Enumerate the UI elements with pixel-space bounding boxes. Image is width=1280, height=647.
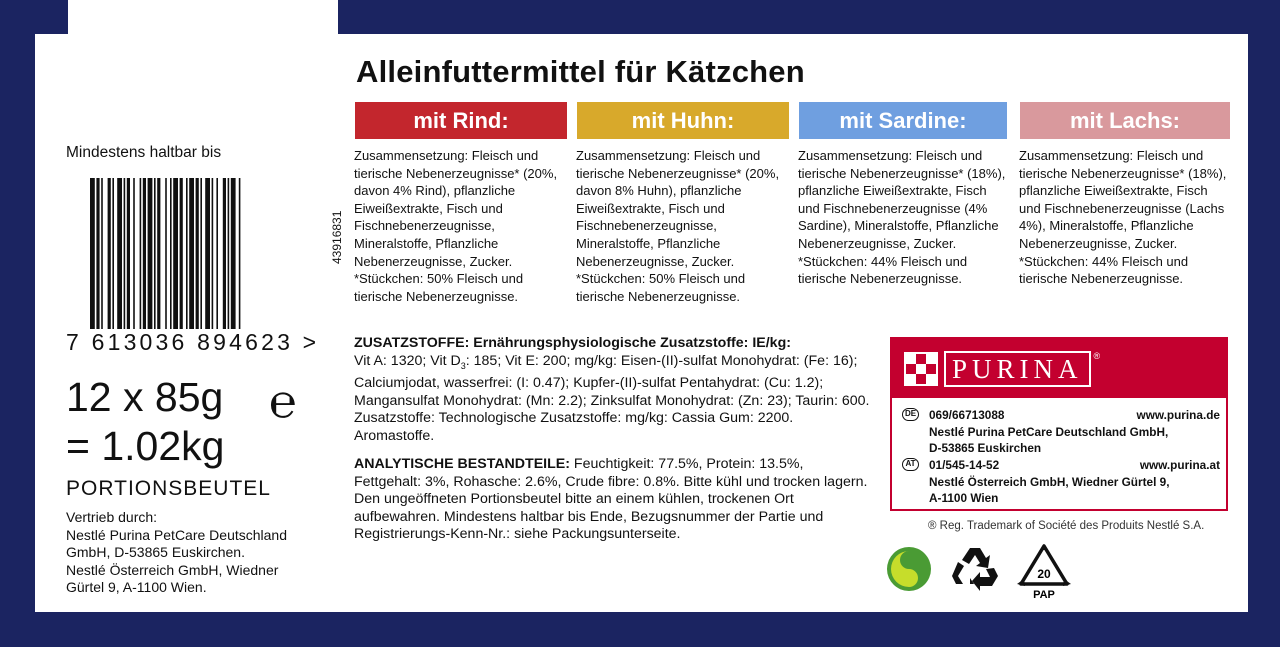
portions-label: PORTIONSBEUTEL <box>66 477 271 500</box>
distributor-line: Gürtel 9, A-1100 Wien. <box>66 579 207 595</box>
purina-contact-box <box>890 337 1228 511</box>
phone-de: 069/66713088 <box>929 408 1005 422</box>
variant-text-huhn: Zusammensetzung: Fleisch und tierische Nebenerzeugnisse* (20%, davon 8% Huhn), pflanzliche Eiweißextrakte, Fisch und Fischnebenerzeugnisse, Mineralstoffe, Pflanzliche Nebenerzeugnisse, Zucker. *Stückchen: 50% Fleisch und tierische Nebenerzeugnisse. <box>576 148 780 304</box>
green-dot-icon <box>886 546 932 592</box>
web-at: www.purina.at <box>1139 458 1220 472</box>
distributor-info <box>66 509 336 597</box>
variant-header-huhn: mit Huhn: <box>577 102 789 139</box>
variant-header-sardine: mit Sardine: <box>799 102 1007 139</box>
barcode <box>90 178 299 329</box>
distributor-line: Vertrieb durch: <box>66 509 158 525</box>
additives-subheading: Ernährungsphysiologische Zusatzstoffe: IE/kg: <box>473 335 791 351</box>
analytics-text: Feuchtigkeit: 77.5%, Protein: 13.5%, Fettgehalt: 3%, Rohasche: 2.6%, Crude fibre: 0.8%. Bitte kühl und trocken lagern. Den ungeöffneten Portionsbeutel bitte an einem kühlen, trockenen Ort aufbewahren. Mindestens haltbar bis Ende, Bezugsnummer der Partie und Registrierungs-Kenn-Nr.: siehe Packungsunterseite. <box>354 456 868 543</box>
additives-block <box>354 335 874 445</box>
package-total-weight: = 1.02kg <box>66 423 225 469</box>
contact-de-line3: D-53865 Euskirchen <box>929 441 1042 455</box>
distributor-line: GmbH, D-53865 Euskirchen. <box>66 544 245 560</box>
best-before-label: Mindestens haltbar bis <box>66 144 222 161</box>
barcode-number: 7 613036 894623 > <box>66 329 320 355</box>
pap-number: 20 <box>1037 567 1051 581</box>
variant-text-sardine: Zusammensetzung: Fleisch und tierische Nebenerzeugnisse* (18%), pflanzliche Eiweißextrakte, Fisch und Fischnebenerzeugnisse (4% Sardine), Mineralstoffe, Pflanzliche Nebenerzeugnisse, Zucker. *Stückchen: 44% Fleisch und tierische Nebenerzeugnisse. <box>798 148 1006 287</box>
purina-brand: PURINA <box>944 351 1091 387</box>
phone-at: 01/545-14-52 <box>929 458 1000 472</box>
country-badge-de: DE <box>902 408 919 421</box>
registered-mark: ® <box>1093 351 1101 361</box>
trademark-note: ® Reg. Trademark of Société des Produits Nestlé S.A. <box>928 520 1205 532</box>
country-badge-at: AT <box>902 458 919 471</box>
variant-text-rind: Zusammensetzung: Fleisch und tierische Nebenerzeugnisse* (20%, davon 4% Rind), pflanzliche Eiweißextrakte, Fisch und Fischnebenerzeugnisse, Mineralstoffe, Pflanzliche Nebenerzeugnisse, Zucker. *Stückchen: 50% Fleisch und tierische Nebenerzeugnisse. <box>354 148 558 304</box>
web-de: www.purina.de <box>1136 408 1220 422</box>
purina-banner <box>892 339 1226 398</box>
additives-vit-a: Vit A: 1320; Vit D <box>354 352 461 369</box>
distributor-line: Nestlé Purina PetCare Deutschland <box>66 526 288 543</box>
contact-at-line2: Nestlé Österreich GmbH, Wiedner Gürtel 9, <box>929 474 1170 489</box>
top-tab <box>68 0 338 34</box>
variant-text-lachs: Zusammensetzung: Fleisch und tierische Nebenerzeugnisse* (18%), pflanzliche Eiweißextrakte, Fisch und Fischnebenerzeugnisse (Lachs 4%), Mineralstoffe, Pflanzliche Nebenerzeugnisse, Zucker. *Stückchen: 44% Fleisch und tierische Nebenerzeugnisse. <box>1019 148 1227 287</box>
pap-label: PAP <box>1033 589 1055 601</box>
additives-text: : 185; Vit E: 200; mg/kg: Eisen-(II)-sulfat Monohydrat: (Fe: 16); Calciumjodat, wasserfrei: (I: 0.47); Kupfer-(II)-sulfat Pentahydrat: (Cu: 1.2); Mangansulfat Monohydrat: (Mn: 2.2); Zinksulfat Monohydrat: (Zn: 23); Taurin: 600. Zusatzstoffe: Technologische Zusatzstoffe: mg/kg: Cassia Gum: 2200. Aromastoffe. <box>354 352 870 444</box>
contact-at <box>902 457 1220 507</box>
page-title: Alleinfuttermittel für Kätzchen <box>356 54 805 89</box>
contact-de <box>902 407 1220 457</box>
pap-recycling-icon <box>1015 542 1073 602</box>
variant-header-lachs: mit Lachs: <box>1020 102 1230 139</box>
contact-de-line2: Nestlé Purina PetCare Deutschland GmbH, <box>929 424 1169 439</box>
purina-logo <box>904 351 1100 387</box>
estimated-sign-icon: ℮ <box>269 375 297 427</box>
analytics-block <box>354 456 874 544</box>
recycle-icon <box>950 544 1000 594</box>
additives-vit-d-subscript: 3 <box>460 360 466 371</box>
analytics-heading: ANALYTISCHE BESTANDTEILE: <box>354 456 570 472</box>
variant-header-rind: mit Rind: <box>355 102 567 139</box>
checkerboard-icon <box>904 352 938 386</box>
contact-at-line3: A-1100 Wien <box>929 491 999 505</box>
additives-heading: ZUSATZSTOFFE: <box>354 335 470 351</box>
package-quantity: 12 x 85g <box>66 374 224 420</box>
barcode-side-number: 43916831 <box>330 210 344 264</box>
distributor-line: Nestlé Österreich GmbH, Wiedner <box>66 561 279 578</box>
